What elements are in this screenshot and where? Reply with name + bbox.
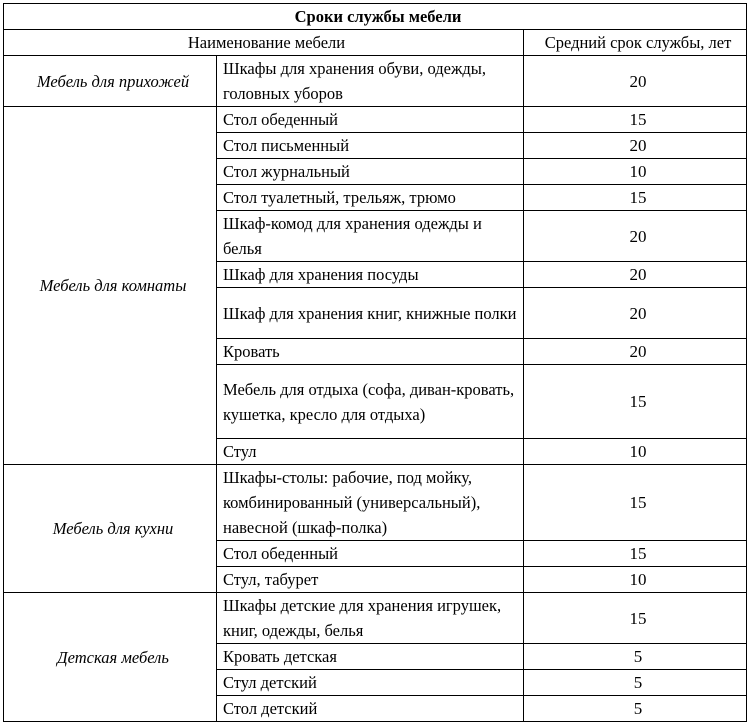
item-years: 15 (524, 465, 747, 541)
table-row (4, 107, 747, 133)
table-title: Сроки службы мебели (4, 4, 747, 30)
item-years: 20 (524, 211, 747, 262)
category-hallway: Мебель для прихожей (4, 56, 217, 107)
item-name: Стол журнальный (217, 159, 524, 185)
item-years: 20 (524, 133, 747, 159)
item-years: 20 (524, 339, 747, 365)
item-name: Стул детский (217, 670, 524, 696)
item-name: Стол детский (217, 696, 524, 722)
furniture-lifespan-table (3, 3, 747, 722)
item-name: Шкафы для хранения обуви, одежды, головных уборов (217, 56, 524, 107)
item-name: Стол письменный (217, 133, 524, 159)
item-years: 20 (524, 56, 747, 107)
item-name: Стол обеденный (217, 107, 524, 133)
header-name: Наименование мебели (4, 30, 524, 56)
item-years: 10 (524, 439, 747, 465)
item-years: 5 (524, 644, 747, 670)
item-years: 20 (524, 262, 747, 288)
item-name: Стол туалетный, трельяж, трюмо (217, 185, 524, 211)
header-row (4, 30, 747, 56)
item-name: Кровать детская (217, 644, 524, 670)
item-years: 15 (524, 107, 747, 133)
item-name: Кровать (217, 339, 524, 365)
item-name: Шкаф для хранения посуды (217, 262, 524, 288)
item-years: 20 (524, 288, 747, 339)
table-row (4, 465, 747, 541)
item-years: 15 (524, 365, 747, 439)
category-kitchen: Мебель для кухни (4, 465, 217, 593)
item-years: 10 (524, 567, 747, 593)
item-name: Шкаф-комод для хранения одежды и белья (217, 211, 524, 262)
item-name: Шкафы-столы: рабочие, под мойку, комбинированный (универсальный), навесной (шкаф-полка) (217, 465, 524, 541)
item-name: Стул, табурет (217, 567, 524, 593)
header-years: Средний срок службы, лет (524, 30, 747, 56)
title-row (4, 4, 747, 30)
category-room: Мебель для комнаты (4, 107, 217, 465)
category-children: Детская мебель (4, 593, 217, 722)
table-row (4, 56, 747, 107)
item-years: 5 (524, 670, 747, 696)
item-years: 15 (524, 541, 747, 567)
item-years: 15 (524, 185, 747, 211)
item-years: 5 (524, 696, 747, 722)
item-name: Шкаф для хранения книг, книжные полки (217, 288, 524, 339)
item-name: Стол обеденный (217, 541, 524, 567)
item-name: Мебель для отдыха (софа, диван-кровать, кушетка, кресло для отдыха) (217, 365, 524, 439)
item-name: Стул (217, 439, 524, 465)
furniture-lifespan-table-container (3, 3, 747, 722)
item-name: Шкафы детские для хранения игрушек, книг, одежды, белья (217, 593, 524, 644)
table-row (4, 593, 747, 644)
item-years: 15 (524, 593, 747, 644)
item-years: 10 (524, 159, 747, 185)
